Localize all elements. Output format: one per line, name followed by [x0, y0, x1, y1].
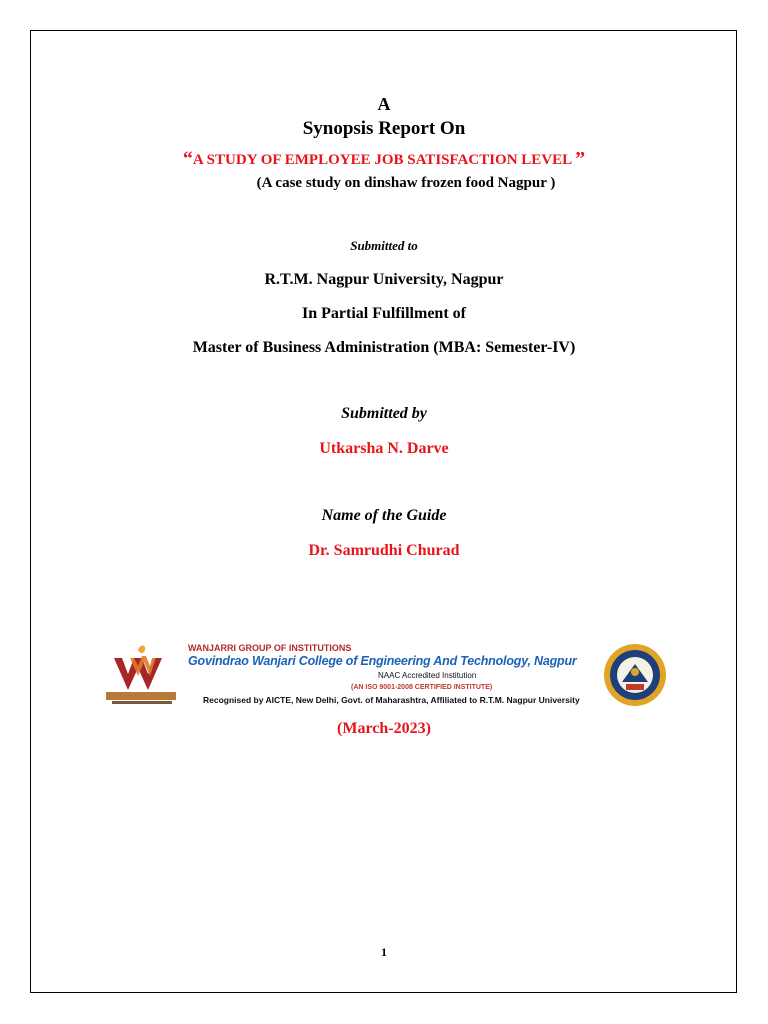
naac-accreditation: NAAC Accredited Institution — [378, 671, 477, 680]
wanjari-group-logo-icon — [104, 644, 184, 710]
guide-name: Dr. Samrudhi Churad — [308, 542, 460, 559]
submitted-to-label: Submitted to — [350, 238, 418, 253]
study-title — [0, 148, 768, 171]
institution-banner — [104, 640, 670, 712]
case-study-subtitle: (A case study on dinshaw frozen food Nagpur ) — [256, 175, 556, 191]
page-number: 1 — [381, 945, 387, 959]
close-quote: ” — [575, 148, 586, 170]
report-date: (March-2023) — [337, 720, 431, 737]
degree-name: Master of Business Administration (MBA: Semester-IV) — [192, 339, 576, 356]
iso-certification: (AN ISO 9001-2008 CERTIFIED INSTITUTE) — [351, 684, 493, 691]
cover-letter-a: A — [377, 94, 391, 114]
recognition-statement: Recognised by AICTE, New Delhi, Govt. of Maharashtra, Affiliated to R.T.M. Nagpur University — [203, 695, 580, 705]
group-name: WANJARRI GROUP OF INSTITUTIONS — [188, 643, 352, 653]
report-title: Synopsis Report On — [302, 118, 466, 139]
study-title-text: A STUDY OF EMPLOYEE JOB SATISFACTION LEVEL — [192, 152, 576, 168]
student-name: Utkarsha N. Darve — [319, 440, 449, 457]
guide-label: Name of the Guide — [321, 507, 447, 524]
university-name: R.T.M. Nagpur University, Nagpur — [264, 271, 504, 288]
college-seal-icon — [602, 642, 668, 708]
submitted-by-label: Submitted by — [341, 405, 427, 422]
college-name: Govindrao Wanjari College of Engineering And Technology, Nagpur — [188, 654, 577, 668]
open-quote: “ — [182, 148, 193, 170]
partial-fulfillment: In Partial Fulfillment of — [302, 305, 466, 322]
